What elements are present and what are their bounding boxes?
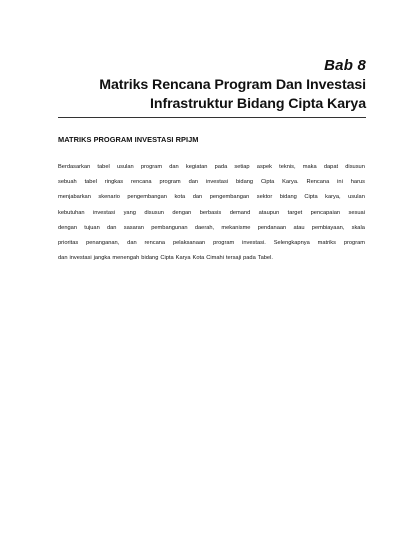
paragraph-word: disusun (345, 164, 365, 170)
paragraph-word: ini (337, 179, 343, 186)
paragraph-word: tujuan (84, 224, 100, 231)
paragraph-word: bidang (279, 194, 297, 201)
paragraph-word: dan (169, 164, 179, 170)
paragraph-word: investasi (93, 209, 116, 216)
paragraph-word: Cipta (260, 179, 275, 186)
chapter-title-line: Matriks Rencana Program Dan Investasi (99, 77, 366, 93)
paragraph-word: jangka (93, 255, 111, 262)
paragraph-word: Rencana (306, 179, 330, 186)
paragraph-line (58, 251, 365, 266)
paragraph-word: investasi (205, 179, 229, 186)
paragraph-word: teknis, (279, 164, 296, 170)
paragraph-word: skenario (98, 194, 120, 201)
paragraph-word: dan (58, 255, 68, 262)
chapter-title (46, 76, 366, 114)
paragraph-word: tabel (84, 179, 97, 186)
chapter-title-line: Infrastruktur Bidang Cipta Karya (150, 96, 366, 112)
paragraph-word: bidang (235, 179, 254, 186)
paragraph-word: aspek (256, 164, 272, 170)
paragraph-word: ataupun (258, 209, 280, 216)
paragraph-word: pada (214, 164, 228, 170)
paragraph-word: target (287, 209, 303, 216)
paragraph-line (58, 160, 365, 175)
paragraph-line (58, 236, 365, 251)
paragraph-word: atau (293, 224, 305, 231)
paragraph-word: program (140, 164, 163, 170)
paragraph-word: dengan (172, 209, 192, 216)
paragraph-word: tersaji (225, 255, 242, 262)
paragraph-word: program (213, 239, 235, 246)
paragraph-word: Berdasarkan (58, 164, 91, 170)
paragraph-word: bidang (141, 255, 159, 262)
paragraph-word: investasi (69, 255, 92, 262)
paragraph-word: pelaksanaan (172, 239, 206, 246)
chapter-number: Bab 8 (324, 57, 366, 74)
paragraph-word: kebutuhan (58, 209, 85, 216)
paragraph-word: disusun (144, 209, 164, 216)
paragraph-line (58, 206, 365, 221)
paragraph-word: pengembangan (209, 194, 250, 201)
paragraph-word: pengembangan (127, 194, 167, 201)
paragraph-word: Karya. (282, 179, 299, 186)
paragraph-word: yang (123, 209, 136, 216)
paragraph-word: harus (350, 179, 365, 186)
paragraph-line (58, 221, 365, 236)
paragraph-word: daerah, (194, 224, 215, 231)
section-heading: MATRIKS PROGRAM INVESTASI RPIJM (58, 135, 199, 144)
paragraph-word: matriks (317, 239, 336, 246)
paragraph-word: pembangunan (151, 224, 188, 231)
paragraph-word: sesuai (348, 209, 365, 216)
paragraph-word: investasi. (242, 239, 266, 246)
paragraph-word: rencana (131, 179, 152, 186)
paragraph-word: Cimahi (206, 255, 224, 262)
paragraph-word: kota (174, 194, 186, 201)
paragraph-word: berbasis (199, 209, 222, 216)
paragraph-word: Cipta (304, 194, 318, 201)
body-paragraph (58, 160, 365, 266)
paragraph-word: Cipta (160, 255, 174, 262)
paragraph-word: sebuah (58, 179, 77, 186)
paragraph-word: mekanisme (221, 224, 251, 231)
paragraph-word: karya, (325, 194, 341, 201)
paragraph-word: penanganan, (86, 239, 120, 246)
paragraph-word: Kota (192, 255, 205, 262)
paragraph-line (58, 190, 365, 205)
paragraph-word: rencana (144, 239, 166, 246)
paragraph-word: usulan (348, 194, 365, 201)
paragraph-word: menjabarkan (58, 194, 91, 201)
paragraph-word: pendanaan (257, 224, 287, 231)
paragraph-word: pembiayaan, (311, 224, 345, 231)
paragraph-word: Karya (175, 255, 191, 262)
paragraph-word: sektor (256, 194, 273, 201)
paragraph-word: Selengkapnya (273, 239, 310, 246)
paragraph-word: pencapaian (310, 209, 341, 216)
paragraph-word: pada (243, 255, 256, 262)
paragraph-word: maka (302, 164, 317, 170)
paragraph-word: dengan (58, 224, 77, 231)
paragraph-word: prioritas (58, 239, 79, 246)
paragraph-word: program (343, 239, 365, 246)
paragraph-word: dapat (323, 164, 339, 170)
paragraph-word: usulan (116, 164, 134, 170)
paragraph-word: demand (229, 209, 251, 216)
paragraph-word: dan (127, 239, 137, 246)
header-divider (58, 117, 366, 118)
paragraph-word: menengah (112, 255, 140, 262)
paragraph-word: kegiatan (185, 164, 208, 170)
paragraph-word: dan (192, 194, 203, 201)
paragraph-word: ringkas (104, 179, 124, 186)
paragraph-word: tabel (97, 164, 110, 170)
paragraph-word: program (159, 179, 181, 186)
paragraph-word: sasaran (123, 224, 144, 231)
paragraph-word: skala (351, 224, 365, 231)
paragraph-word: dan (106, 224, 117, 231)
paragraph-word: setiap (234, 164, 250, 170)
paragraph-line (58, 175, 365, 190)
paragraph-word: Tabel. (257, 255, 273, 262)
paragraph-word: dan (188, 179, 199, 186)
